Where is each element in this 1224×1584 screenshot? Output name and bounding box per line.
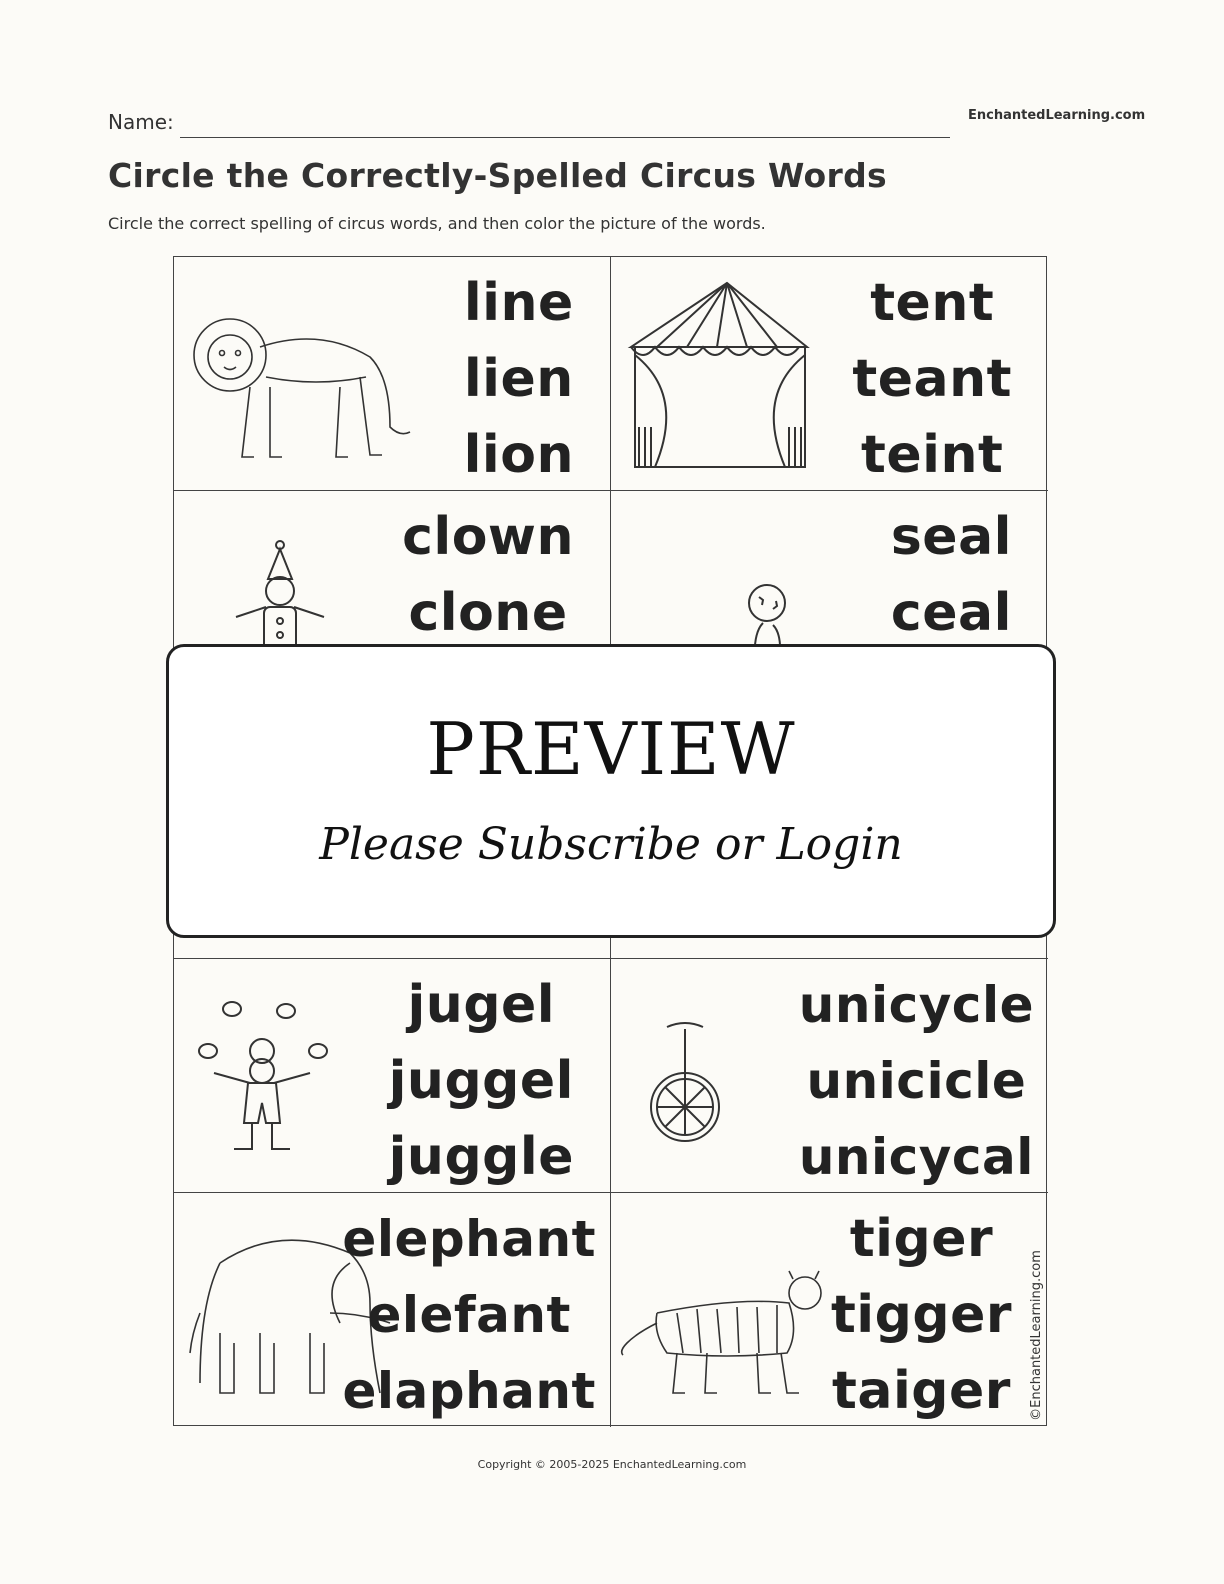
name-label: Name: <box>108 110 174 134</box>
word-choice[interactable]: elephant <box>342 1210 596 1268</box>
word-choice[interactable]: tent <box>870 273 995 333</box>
name-line[interactable] <box>180 137 950 138</box>
word-choice[interactable]: ceal <box>890 583 1012 643</box>
word-choices <box>891 499 1012 651</box>
word-choices <box>389 967 574 1193</box>
word-choices <box>831 1201 1012 1427</box>
tiger-icon <box>617 1213 857 1413</box>
word-choice[interactable]: clown <box>402 507 574 567</box>
cell-lion <box>174 257 611 491</box>
site-tag: EnchantedLearning.com <box>968 108 1146 123</box>
page-title: Circle the Correctly-Spelled Circus Words <box>108 156 887 195</box>
word-choices <box>342 1201 596 1427</box>
lion-icon <box>180 277 420 477</box>
preview-overlay[interactable] <box>166 644 1056 938</box>
instructions: Circle the correct spelling of circus words, and then color the picture of the words. <box>108 214 766 233</box>
word-choice[interactable]: teant <box>852 349 1012 409</box>
word-choice[interactable]: clone <box>408 583 568 643</box>
word-choices <box>402 499 574 651</box>
word-choice[interactable]: tiger <box>849 1209 994 1269</box>
cell-elephant <box>174 1193 611 1427</box>
word-choice[interactable]: teint <box>861 425 1004 485</box>
word-choice[interactable]: unicycal <box>798 1128 1034 1186</box>
cell-juggler <box>174 959 611 1193</box>
subscribe-login-link[interactable]: Please Subscribe or Login <box>319 819 903 870</box>
word-choice[interactable]: lion <box>463 425 574 485</box>
word-choice[interactable]: seal <box>890 507 1012 567</box>
cell-unicycle <box>611 959 1048 1193</box>
circus-tent-icon <box>617 277 857 477</box>
word-choice[interactable]: elaphant <box>342 1362 596 1420</box>
word-choice[interactable]: elefant <box>367 1286 571 1344</box>
word-choices <box>799 967 1034 1193</box>
word-choice[interactable]: lien <box>463 349 574 409</box>
word-choice[interactable]: unicicle <box>806 1052 1027 1110</box>
vertical-credit-text: ©EnchantedLearning.com <box>1028 1249 1044 1421</box>
word-choice[interactable]: tigger <box>830 1285 1012 1345</box>
word-choices <box>852 265 1012 491</box>
word-choice[interactable]: unicycle <box>798 976 1034 1034</box>
word-choices <box>464 265 574 491</box>
word-choice[interactable]: jugel <box>407 975 556 1035</box>
word-choice[interactable]: juggel <box>388 1051 574 1111</box>
cell-tiger <box>611 1193 1048 1427</box>
word-choice[interactable]: juggle <box>388 1127 574 1187</box>
word-choice[interactable]: taiger <box>832 1361 1011 1421</box>
vertical-credit <box>1026 1245 1046 1425</box>
cell-tent <box>611 257 1048 491</box>
preview-title: PREVIEW <box>426 707 796 791</box>
copyright: Copyright © 2005-2025 EnchantedLearning.com <box>477 1458 747 1471</box>
juggler-icon <box>180 979 420 1179</box>
word-choice[interactable]: line <box>463 273 574 333</box>
